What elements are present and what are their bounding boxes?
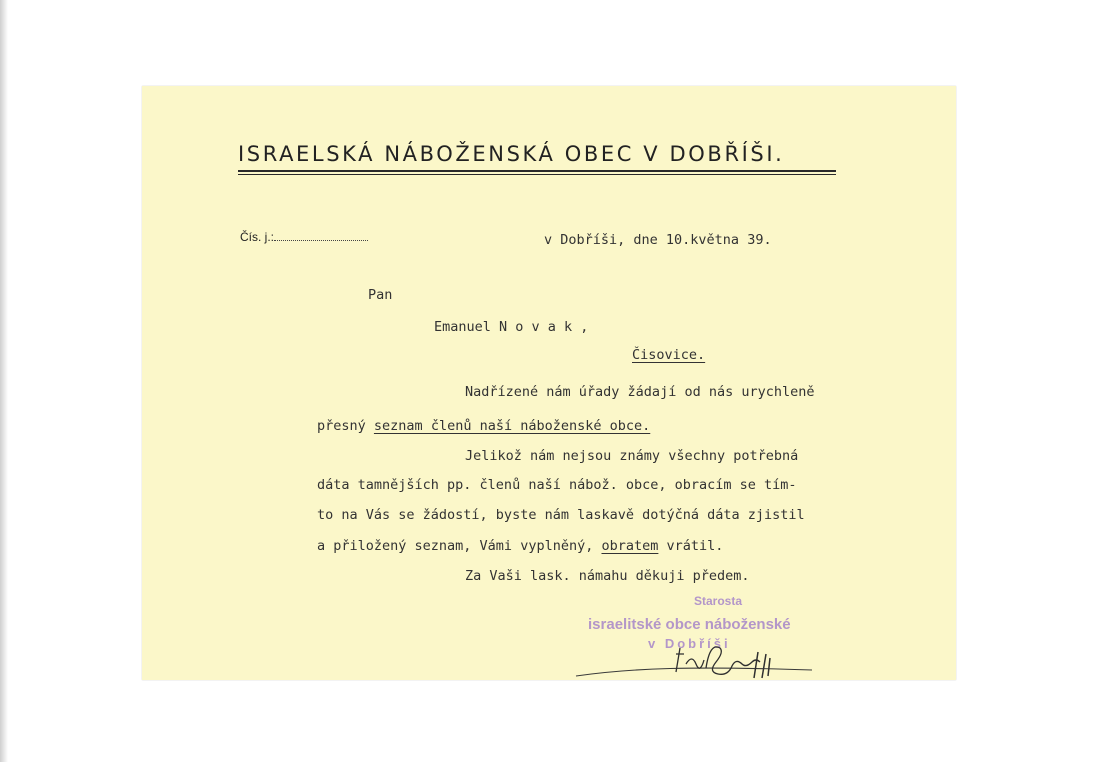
body-text: a přiložený seznam, Vámi vyplněný, xyxy=(317,538,594,554)
stamp-place: v Dobříši xyxy=(648,636,731,651)
letterhead-rule xyxy=(238,170,836,172)
recipient-name: Emanuel N o v a k , xyxy=(434,319,589,335)
signature-icon xyxy=(572,638,822,683)
letterhead-title: ISRAELSKÁ NÁBOŽENSKÁ OBEC V DOBŘÍŠI. xyxy=(238,142,785,166)
place-date: v Dobříši, dne 10.května 39. xyxy=(544,232,772,248)
salutation: Pan xyxy=(368,287,393,303)
body-line: dáta tamnějších pp. členů naší nábož. obce, obracím se tím- xyxy=(317,477,797,493)
stamp-organization: israelitské obce náboženské xyxy=(588,616,791,633)
body-text-underlined: obratem xyxy=(601,538,659,554)
body-text: vrátil. xyxy=(666,538,724,554)
body-line: Jelikož nám nejsou známy všechny potřebná xyxy=(465,448,799,464)
stamp-title: Starosta xyxy=(694,594,743,608)
recipient-town: Čisovice. xyxy=(632,347,706,363)
scan-edge xyxy=(0,0,8,762)
body-line: to na Vás se žádostí, byste nám laskavě dotýčná dáta zjistil xyxy=(317,507,805,523)
reference-number xyxy=(240,230,368,244)
letter-page xyxy=(142,86,956,680)
body-line xyxy=(317,418,650,434)
body-line xyxy=(317,538,723,554)
letterhead-rule-thin xyxy=(238,174,836,175)
closing-line: Za Vaši lask. námahu děkuji předem. xyxy=(465,568,750,584)
body-text: přesný xyxy=(317,418,366,434)
body-text-underlined: seznam členů naší náboženské obce. xyxy=(373,418,651,434)
reference-blank xyxy=(274,230,368,241)
body-line: Nadřízené nám úřady žádají od nás urychleně xyxy=(465,384,815,400)
reference-label: Čís. j.: xyxy=(240,230,275,244)
